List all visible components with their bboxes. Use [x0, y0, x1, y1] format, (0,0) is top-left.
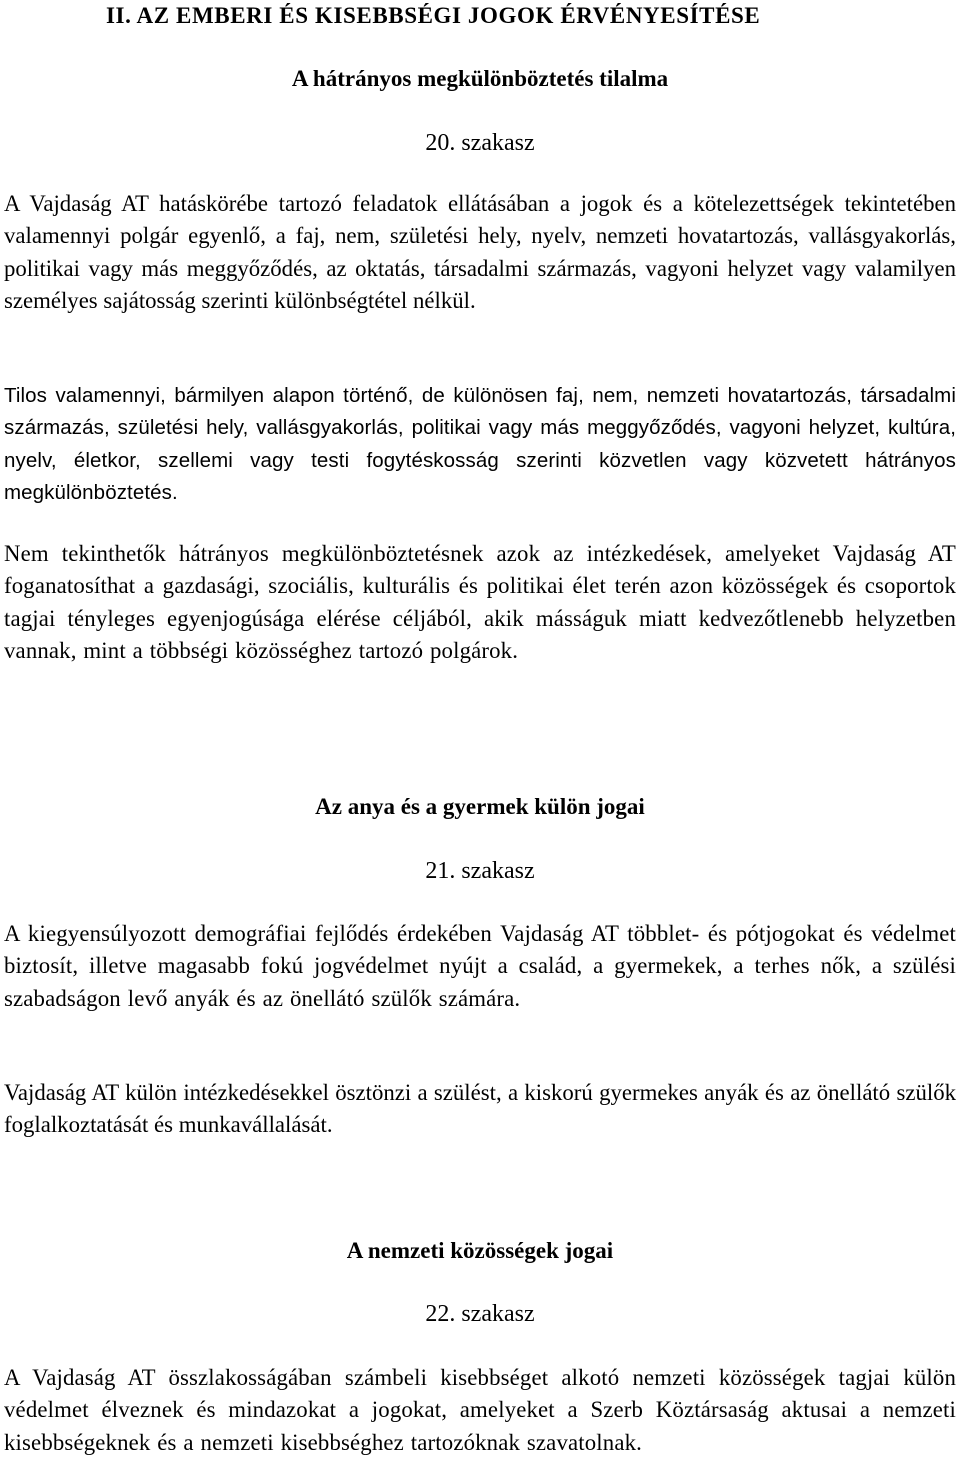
article-title: A hátrányos megkülönböztetés tilalma — [291, 66, 669, 91]
article-paragraph: A Vajdaság AT hatáskörébe tartozó feladatok ellátásában a jogok és a kötelezettségek tekintetében valamennyi polgár egyenlő, a faj, nem, születési hely, nyelv, nemzeti hovatartozás, vallásgyakorlás, politikai vagy más meggyőződés, az oktatás, társadalmi származás, vagyoni helyzet vagy valamilyen személyes sajátosság szerinti különbségtétel nélkül. — [4, 191, 956, 314]
article-title: A nemzeti közösségek jogai — [346, 1238, 614, 1263]
article-title: Az anya és a gyermek külön jogai — [315, 794, 645, 819]
article-paragraph: Tilos valamennyi, bármilyen alapon történő, de különösen faj, nem, nemzeti hovatartozás, társadalmi származás, születési hely, vallásgyakorlás, politikai vagy más meggyőződés, vagyoni helyzet, kultúra, nyelv, életkor, szellemi vagy testi fogytéskosság szerinti közvetlen vagy közvetett hátrányos megkülönböztetés. — [4, 384, 956, 505]
article-paragraph: Vajdaság AT külön intézkedésekkel ösztönzi a szülést, a kiskorú gyermekes anyák és az önellátó szülők foglalkoztatását és munkavállalását. — [4, 1080, 956, 1138]
article-number: 21. szakasz — [425, 858, 535, 884]
section-heading: II. AZ EMBERI ÉS KISEBBSÉGI JOGOK ÉRVÉNYESÍTÉSE — [106, 3, 761, 28]
article-paragraph: Nem tekinthetők hátrányos megkülönböztetésnek azok az intézkedések, amelyeket Vajdaság AT foganatosíthat a gazdasági, szociális, kulturális és politikai élet terén azon közösségek és csoportok tagjai tényleges egyenjogúsága elérése céljából, akik másságuk miatt kedvezőtlenebb helyzetben vannak, mint a többségi közösséghez tartozó polgárok. — [4, 541, 956, 664]
article-paragraph: A Vajdaság AT összlakosságában számbeli kisebbséget alkotó nemzeti közösségek tagjai külön védelmet élveznek és mindazokat a jogokat, amelyeket a Szerb Köztársaság aktusai a nemzeti kisebbségeknek és a nemzeti kisebbséghez tartozóknak szavatolnak. — [4, 1365, 956, 1455]
article-number: 20. szakasz — [425, 130, 535, 156]
article-number: 22. szakasz — [425, 1301, 535, 1327]
article-paragraph: A kiegyensúlyozott demográfiai fejlődés érdekében Vajdaság AT többlet- és pótjogokat és védelmet biztosít, illetve magasabb fokú jogvédelmet nyújt a család, a gyermekek, a terhes nők, a szülési szabadságon levő anyák és az önellátó szülők számára. — [4, 921, 956, 1011]
